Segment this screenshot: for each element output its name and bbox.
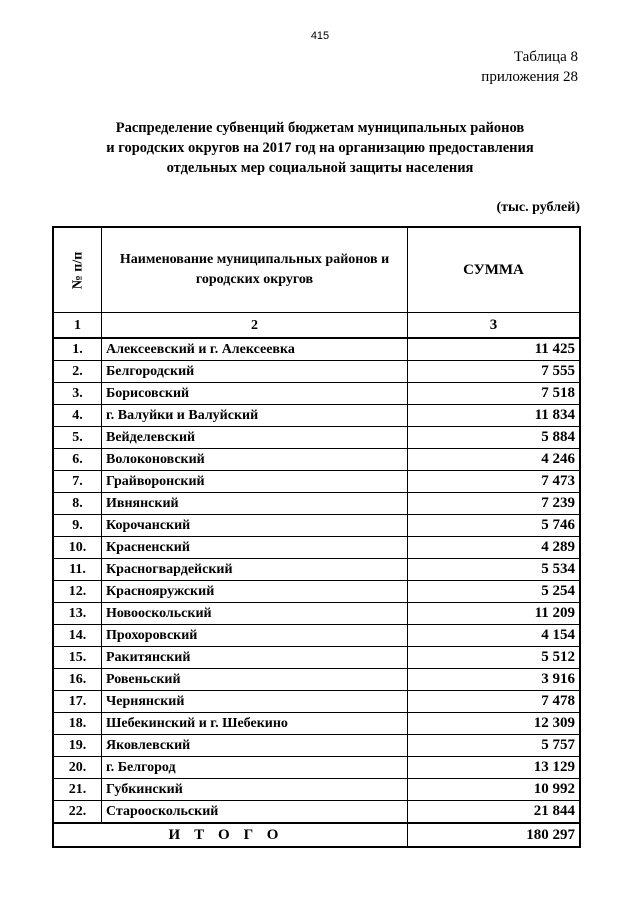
row-name: Краснояружский [102, 581, 408, 603]
row-sum: 3 916 [408, 669, 581, 691]
row-sum: 11 425 [408, 338, 581, 361]
row-name: Красногвардейский [102, 559, 408, 581]
table-row [53, 427, 580, 449]
title-line3: отдельных мер социальной защиты населения [166, 160, 474, 176]
row-name: Ракитянский [102, 647, 408, 669]
row-name: Старооскольский [102, 801, 408, 824]
table-row [53, 405, 580, 427]
row-sum: 5 757 [408, 735, 581, 757]
row-number: 17. [53, 691, 102, 713]
row-sum: 7 518 [408, 383, 581, 405]
header-num: № п/п [70, 251, 85, 289]
row-number: 14. [53, 625, 102, 647]
row-sum: 5 512 [408, 647, 581, 669]
row-number: 15. [53, 647, 102, 669]
row-number: 18. [53, 713, 102, 735]
row-name: Белгородский [102, 361, 408, 383]
row-number: 13. [53, 603, 102, 625]
subvention-table [52, 226, 581, 848]
row-name: Борисовский [102, 383, 408, 405]
index-col-3: 3 [408, 313, 581, 339]
page-number: 415 [310, 30, 330, 42]
table-ref-line1: Таблица 8 [513, 49, 578, 65]
total-sum: 180 297 [408, 823, 581, 847]
row-name: Ровеньский [102, 669, 408, 691]
table-row [53, 779, 580, 801]
row-name: Грайворонский [102, 471, 408, 493]
units-label: (тыс. рублей) [496, 200, 580, 215]
title-line2: и городских округов на 2017 год на организацию предоставления [106, 140, 534, 156]
row-sum: 7 473 [408, 471, 581, 493]
row-name: Чернянский [102, 691, 408, 713]
row-name: Волоконовский [102, 449, 408, 471]
table-row [53, 581, 580, 603]
table-row [53, 691, 580, 713]
table-row [53, 537, 580, 559]
row-number: 20. [53, 757, 102, 779]
row-sum: 5 254 [408, 581, 581, 603]
row-name: Яковлевский [102, 735, 408, 757]
row-name: Новооскольский [102, 603, 408, 625]
row-sum: 13 129 [408, 757, 581, 779]
header-sum: СУММА [408, 227, 581, 313]
table-row [53, 757, 580, 779]
row-sum: 4 154 [408, 625, 581, 647]
row-number: 1. [53, 338, 102, 361]
row-number: 3. [53, 383, 102, 405]
row-sum: 5 746 [408, 515, 581, 537]
row-sum: 4 246 [408, 449, 581, 471]
table-row [53, 735, 580, 757]
table-row [53, 383, 580, 405]
table-row [53, 669, 580, 691]
row-name: Губкинский [102, 779, 408, 801]
row-number: 21. [53, 779, 102, 801]
row-sum: 7 555 [408, 361, 581, 383]
row-sum: 21 844 [408, 801, 581, 824]
table-row [53, 515, 580, 537]
row-sum: 10 992 [408, 779, 581, 801]
row-name: Алексеевский и г. Алексеевка [102, 338, 408, 361]
row-number: 11. [53, 559, 102, 581]
table-index-row [53, 313, 580, 339]
row-number: 8. [53, 493, 102, 515]
table-row [53, 559, 580, 581]
row-sum: 5 534 [408, 559, 581, 581]
row-name: Вейделевский [102, 427, 408, 449]
total-row [53, 823, 580, 847]
index-col-1: 1 [53, 313, 102, 339]
header-num-cell [53, 227, 102, 313]
table-row [53, 603, 580, 625]
table-ref-line2: приложения 28 [481, 69, 578, 85]
row-name: Ивнянский [102, 493, 408, 515]
total-label: ИТОГО [53, 823, 408, 847]
table-row [53, 625, 580, 647]
row-name: Прохоровский [102, 625, 408, 647]
row-number: 12. [53, 581, 102, 603]
table-row [53, 493, 580, 515]
row-number: 6. [53, 449, 102, 471]
row-sum: 7 239 [408, 493, 581, 515]
row-number: 16. [53, 669, 102, 691]
index-col-2: 2 [102, 313, 408, 339]
row-name: Красненский [102, 537, 408, 559]
header-name: Наименование муниципальных районов и городских округов [102, 227, 408, 313]
table-row [53, 338, 580, 361]
row-number: 22. [53, 801, 102, 824]
row-name: г. Валуйки и Валуйский [102, 405, 408, 427]
row-number: 19. [53, 735, 102, 757]
table-row [53, 647, 580, 669]
row-number: 5. [53, 427, 102, 449]
document-title [0, 118, 640, 178]
row-name: Шебекинский и г. Шебекино [102, 713, 408, 735]
row-number: 9. [53, 515, 102, 537]
row-sum: 12 309 [408, 713, 581, 735]
row-number: 10. [53, 537, 102, 559]
table-row [53, 471, 580, 493]
title-line1: Распределение субвенций бюджетам муниципальных районов [115, 120, 525, 136]
row-sum: 11 209 [408, 603, 581, 625]
row-number: 2. [53, 361, 102, 383]
table-row [53, 801, 580, 824]
table-reference [481, 47, 578, 87]
row-sum: 5 884 [408, 427, 581, 449]
table-header-row [53, 227, 580, 313]
row-number: 4. [53, 405, 102, 427]
row-name: г. Белгород [102, 757, 408, 779]
table-row [53, 361, 580, 383]
table-row [53, 713, 580, 735]
row-number: 7. [53, 471, 102, 493]
row-name: Корочанский [102, 515, 408, 537]
row-sum: 11 834 [408, 405, 581, 427]
table-row [53, 449, 580, 471]
row-sum: 7 478 [408, 691, 581, 713]
row-sum: 4 289 [408, 537, 581, 559]
